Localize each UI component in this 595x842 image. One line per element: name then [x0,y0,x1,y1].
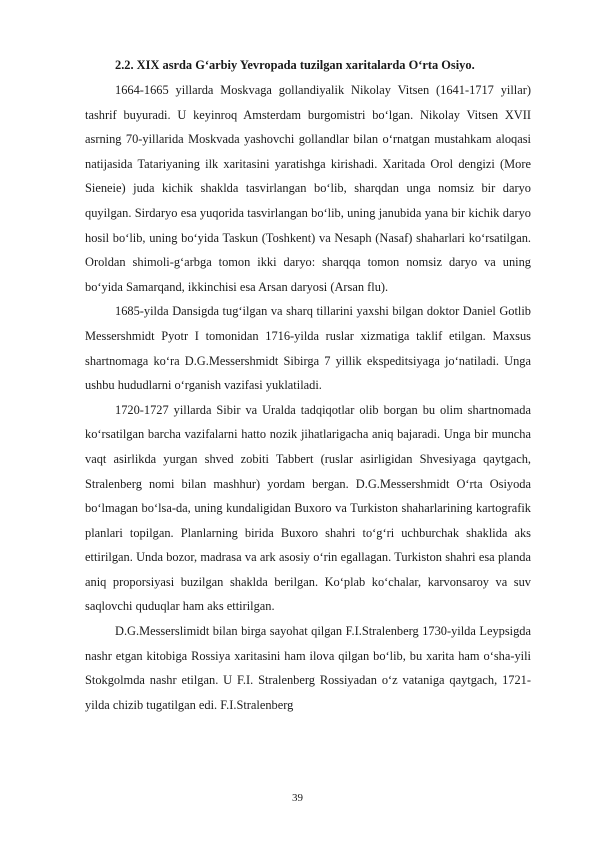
paragraph-messershmidt-intro: 1685-yilda Dansigda tug‘ilgan va sharq tillarini yaxshi bilgan doktor Daniel Gotlib Messershmidt Pyotr I tomonidan 1716-yilda ruslar xizmatiga taklif etilgan. Maxsus shartnomaga ko‘ra D.G.Messershmidt Sibirga 7 yillik ekspeditsiyaga jo‘natiladi. Unga ushbu hududlarni o‘rganish vazifasi yuklatiladi. [85,304,531,393]
paragraph-siberia-research: 1720-1727 yillarda Sibir va Uralda tadqiqotlar olib borgan bu olim shartnomada ko‘rsatilgan barcha vazifalarni hatto nozik jihatlarigacha aniq bajaradi. Unga bir muncha vaqt asirlikda yurgan shved zobiti Tabbert (ruslar asirligidan Shvesiyaga qaytgach, Stralenberg nomi bilan mashhur) yordam bergan. D.G.Messershmidt O‘rta Osiyoda bo‘lmagan bo‘lsa-da, uning kundaligidan Buxoro va Turkiston shaharlarining kartografik planlari topilgan. Planlarning birida Buxoro shahri to‘g‘ri uchburchak shaklida aks ettirilgan. Unda bozor, madrasa va ark asosiy o‘rin egallagan. Turkiston shahri esa planda aniq proporsiyasi buzilgan shaklda berilgan. Ko‘plab ko‘chalar, karvonsaroy va suv saqlovchi quduqlar ham aks ettirilgan. [85,402,531,614]
document-page [85,56,531,717]
section-heading: 2.2. XIX asrda G‘arbiy Yevropada tuzilgan xaritalarda O‘rta Osiyo. [115,58,475,72]
page-number: 39 [292,792,303,804]
paragraph-vitsen: 1664-1665 yillarda Moskvaga gollandiyalik Nikolay Vitsen (1641-1717 yillar) tashrif buyuradi. U keyinroq Amsterdam burgomistri bo‘lgan. Nikolay Vitsen XVII asrning 70-yillarida Moskvada yashovchi gollandlar bilan o‘rnatgan mustahkam aloqasi natijasida Tatariyaning ilk xaritasini yaratishga kirishadi. Xaritada Orol dengizi (More Sieneie) juda kichik shaklda tasvirlangan bo‘lib, sharqdan unga nomsiz bir daryo quyilgan. Sirdaryo esa yuqorida tasvirlangan bo‘lib, uning janubida yana bir kichik daryo hosil bo‘lib, uning bo‘yida Taskun (Toshkent) va Nesaph (Nasaf) shaharlari ko‘rsatilgan. Oroldan shimoli-g‘arbga tomon ikki daryo: sharqqa tomon nomsiz daryo va uning bo‘yida Samarqand, ikkinchisi esa Arsan daryosi (Arsan flu). [85,83,531,294]
paragraph-stralenberg: D.G.Messerslimidt bilan birga sayohat qilgan F.I.Stralenberg 1730-yilda Leypsigda nashr etgan kitobiga Rossiya xaritasini ham ilova qilgan bo‘lib, bu xarita ham o‘sha-yili Stokgolmda nashr etilgan. U F.I. Stralenberg Rossiyadan o‘z vataniga qaytgach, 1721-yilda chizib tugatilgan edi. F.I.Stralenberg [85,624,531,712]
